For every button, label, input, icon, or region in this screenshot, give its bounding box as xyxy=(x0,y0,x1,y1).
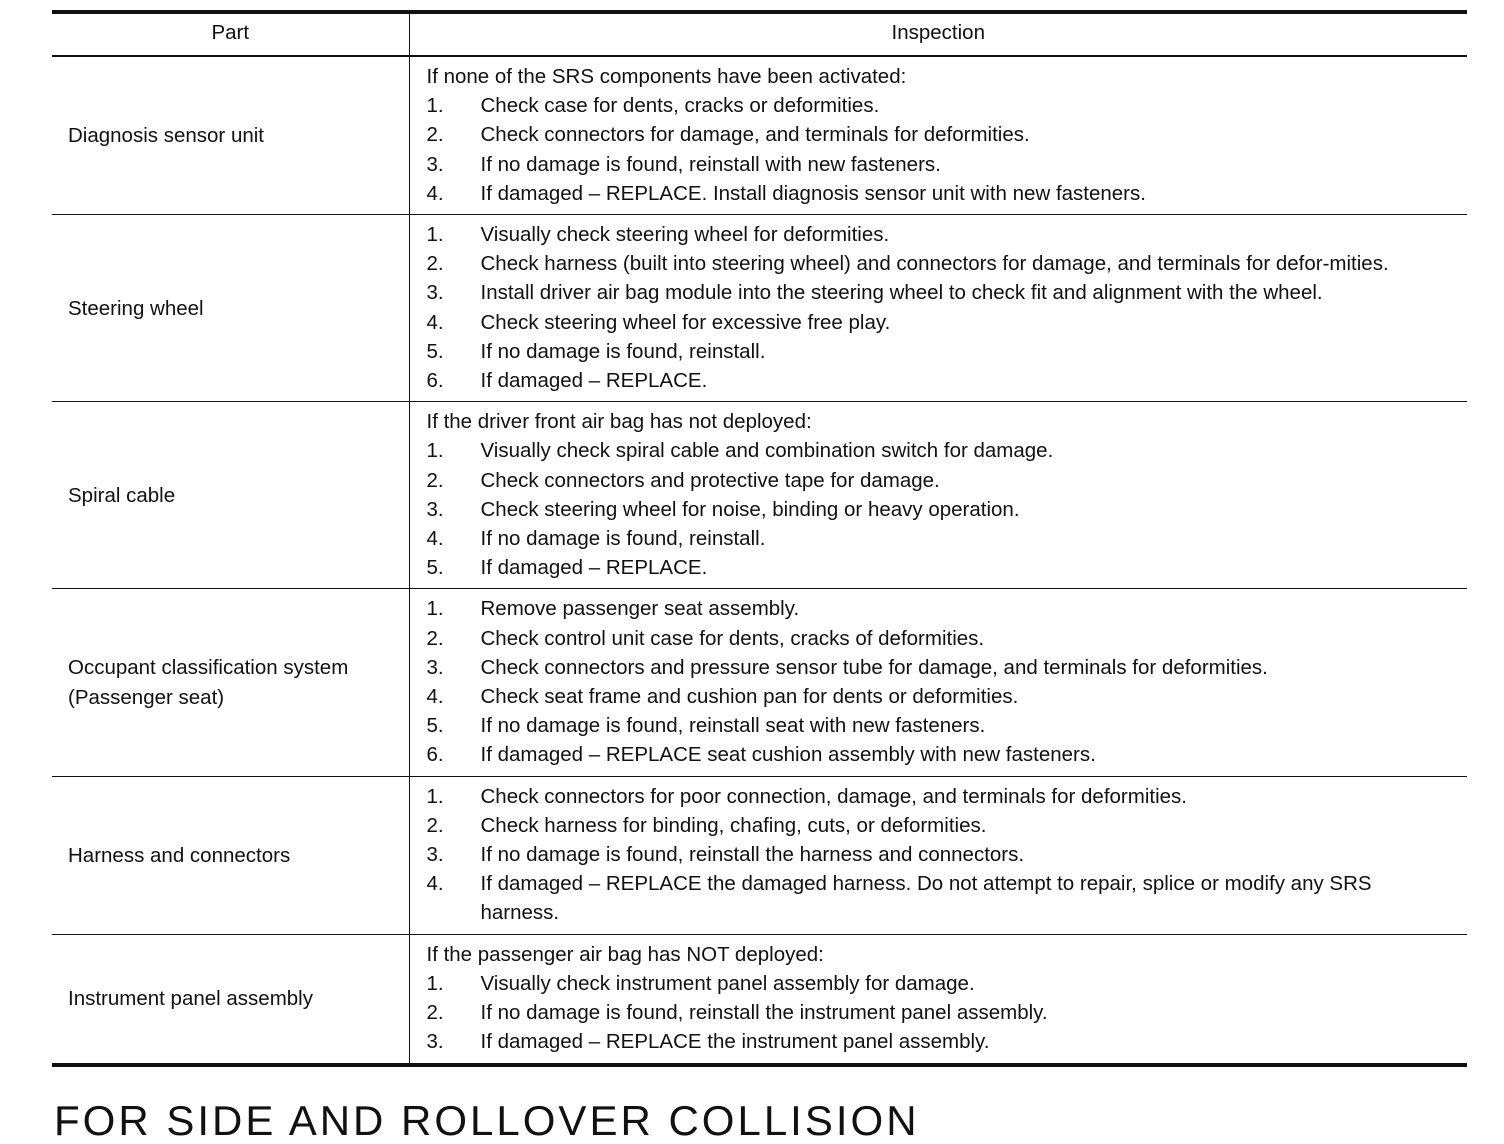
table-body xyxy=(52,56,1467,1065)
step-number: 2. xyxy=(426,468,444,492)
inspection-steps xyxy=(427,969,1454,1057)
step-number: 2. xyxy=(426,123,444,147)
step-number: 3. xyxy=(426,655,444,679)
step-text: Check connectors for poor connection, damage, and terminals for deformities. xyxy=(480,784,1187,808)
step-number: 1. xyxy=(426,223,444,247)
inspection-cell xyxy=(409,776,1467,934)
inspection-condition: If the passenger air bag has NOT deployed: xyxy=(426,942,824,966)
inspection-step xyxy=(427,249,1454,278)
step-text: Check connectors for damage, and terminals for deformities. xyxy=(480,123,1030,147)
step-text: Check control unit case for dents, cracks of deformities. xyxy=(480,626,985,650)
inspection-step xyxy=(427,869,1454,927)
step-number: 3. xyxy=(426,497,444,521)
part-name: Harness and connectors xyxy=(68,843,291,867)
step-number: 1. xyxy=(426,597,444,621)
inspection-step xyxy=(427,969,1454,998)
inspection-step xyxy=(427,91,1454,120)
document-page xyxy=(52,10,1467,1067)
inspection-step xyxy=(427,220,1454,249)
step-number: 6. xyxy=(426,369,444,393)
part-name: Occupant classification system xyxy=(68,656,349,680)
step-text: Check connectors and protective tape for damage. xyxy=(480,468,940,492)
step-number: 2. xyxy=(426,1001,444,1025)
inspection-step xyxy=(427,740,1454,769)
part-cell xyxy=(52,56,409,215)
step-text: If no damage is found, reinstall the instrument panel assembly. xyxy=(480,1001,1048,1025)
inspection-step xyxy=(427,366,1454,395)
inspection-steps xyxy=(427,91,1454,208)
step-text: If no damage is found, reinstall with new fasteners. xyxy=(480,152,941,176)
inspection-step xyxy=(427,998,1454,1027)
table-row xyxy=(52,56,1467,215)
step-number: 4. xyxy=(426,181,444,205)
inspection-step xyxy=(427,120,1454,149)
inspection-step xyxy=(427,782,1454,811)
step-text: Check connectors and pressure sensor tube for damage, and terminals for deformities. xyxy=(480,655,1268,679)
step-text: Check harness for binding, chafing, cuts, or deformities. xyxy=(480,813,987,837)
step-text: If damaged – REPLACE. xyxy=(480,369,708,393)
step-text: Check harness (built into steering wheel) and connectors for damage, and terminals for defor-mities. xyxy=(480,252,1389,276)
step-text: If no damage is found, reinstall. xyxy=(480,339,766,363)
step-text: If damaged – REPLACE seat cushion assembly with new fasteners. xyxy=(480,743,1096,767)
next-section-heading: FOR SIDE AND ROLLOVER COLLISION xyxy=(54,1097,920,1144)
step-number: 1. xyxy=(426,439,444,463)
step-text: Check steering wheel for noise, binding or heavy operation. xyxy=(480,497,1020,521)
part-name: Instrument panel assembly xyxy=(68,986,313,1010)
step-number: 1. xyxy=(426,971,444,995)
part-name: (Passenger seat) xyxy=(68,685,225,709)
step-text: If damaged – REPLACE. Install diagnosis sensor unit with new fasteners. xyxy=(480,181,1146,205)
table-row xyxy=(52,402,1467,589)
inspection-step xyxy=(427,337,1454,366)
part-cell xyxy=(52,776,409,934)
table-header xyxy=(52,12,1467,56)
step-text: Visually check instrument panel assembly for damage. xyxy=(480,971,975,995)
part-name: Spiral cable xyxy=(68,483,176,507)
step-number: 2. xyxy=(426,252,444,276)
step-number: 3. xyxy=(426,152,444,176)
step-number: 2. xyxy=(426,626,444,650)
inspection-steps xyxy=(427,436,1454,582)
inspection-condition: If none of the SRS components have been activated: xyxy=(426,65,907,88)
step-text: If damaged – REPLACE the instrument panel assembly. xyxy=(480,1030,990,1054)
inspection-step xyxy=(427,653,1454,682)
step-text: If no damage is found, reinstall seat with new fasteners. xyxy=(480,714,986,738)
inspection-cell xyxy=(409,402,1467,589)
inspection-step xyxy=(427,179,1454,208)
step-number: 1. xyxy=(426,784,444,808)
inspection-step xyxy=(427,495,1454,524)
step-number: 4. xyxy=(426,527,444,551)
step-text: Visually check spiral cable and combination switch for damage. xyxy=(480,439,1054,463)
table-row xyxy=(52,215,1467,402)
inspection-cell xyxy=(409,589,1467,776)
step-text: If damaged – REPLACE. xyxy=(480,556,708,580)
table-row xyxy=(52,589,1467,776)
inspection-cell xyxy=(409,934,1467,1064)
step-number: 3. xyxy=(426,281,444,305)
step-number: 3. xyxy=(426,843,444,867)
inspection-step xyxy=(427,524,1454,553)
table-row xyxy=(52,776,1467,934)
inspection-step xyxy=(427,594,1454,623)
inspection-column-header: Inspection xyxy=(409,12,1467,56)
step-number: 4. xyxy=(426,310,444,334)
step-number: 5. xyxy=(426,339,444,363)
inspection-steps xyxy=(427,782,1454,928)
inspection-steps xyxy=(427,594,1454,769)
inspection-step xyxy=(427,466,1454,495)
inspection-step xyxy=(427,308,1454,337)
step-text: If no damage is found, reinstall. xyxy=(480,527,766,551)
step-number: 5. xyxy=(426,556,444,580)
step-text: Visually check steering wheel for deformities. xyxy=(480,223,890,247)
inspection-step xyxy=(427,150,1454,179)
step-text: Check steering wheel for excessive free play. xyxy=(480,310,891,334)
header-row xyxy=(52,12,1467,56)
step-text: If damaged – REPLACE the damaged harness. Do not attempt to repair, splice or modify any SRS harness. xyxy=(480,872,1372,925)
inspection-condition: If the driver front air bag has not deployed: xyxy=(426,410,812,434)
part-cell xyxy=(52,934,409,1064)
step-text: Install driver air bag module into the steering wheel to check fit and alignment with the wheel. xyxy=(480,281,1323,305)
part-cell xyxy=(52,402,409,589)
step-number: 2. xyxy=(426,813,444,837)
step-number: 6. xyxy=(426,743,444,767)
step-number: 4. xyxy=(426,872,444,896)
inspection-step xyxy=(427,436,1454,465)
part-cell xyxy=(52,215,409,402)
inspection-steps xyxy=(427,220,1454,395)
inspection-step xyxy=(427,1027,1454,1056)
inspection-step xyxy=(427,811,1454,840)
inspection-step xyxy=(427,278,1454,307)
inspection-step xyxy=(427,682,1454,711)
part-cell xyxy=(52,589,409,776)
inspection-step xyxy=(427,840,1454,869)
part-column-header: Part xyxy=(52,12,409,56)
step-text: Remove passenger seat assembly. xyxy=(480,597,800,621)
step-text: If no damage is found, reinstall the harness and connectors. xyxy=(480,843,1025,867)
part-name: Diagnosis sensor unit xyxy=(68,123,264,147)
step-text: Check case for dents, cracks or deformities. xyxy=(480,94,880,118)
table-row xyxy=(52,934,1467,1064)
step-number: 5. xyxy=(426,714,444,738)
inspection-table xyxy=(52,10,1467,1067)
part-name: Steering wheel xyxy=(68,296,204,320)
step-text: Check seat frame and cushion pan for dents or deformities. xyxy=(480,685,1019,709)
step-number: 3. xyxy=(426,1030,444,1054)
inspection-step xyxy=(427,553,1454,582)
step-number: 1. xyxy=(426,94,444,118)
inspection-step xyxy=(427,624,1454,653)
inspection-cell xyxy=(409,215,1467,402)
step-number: 4. xyxy=(426,685,444,709)
inspection-cell xyxy=(409,56,1467,215)
inspection-step xyxy=(427,711,1454,740)
